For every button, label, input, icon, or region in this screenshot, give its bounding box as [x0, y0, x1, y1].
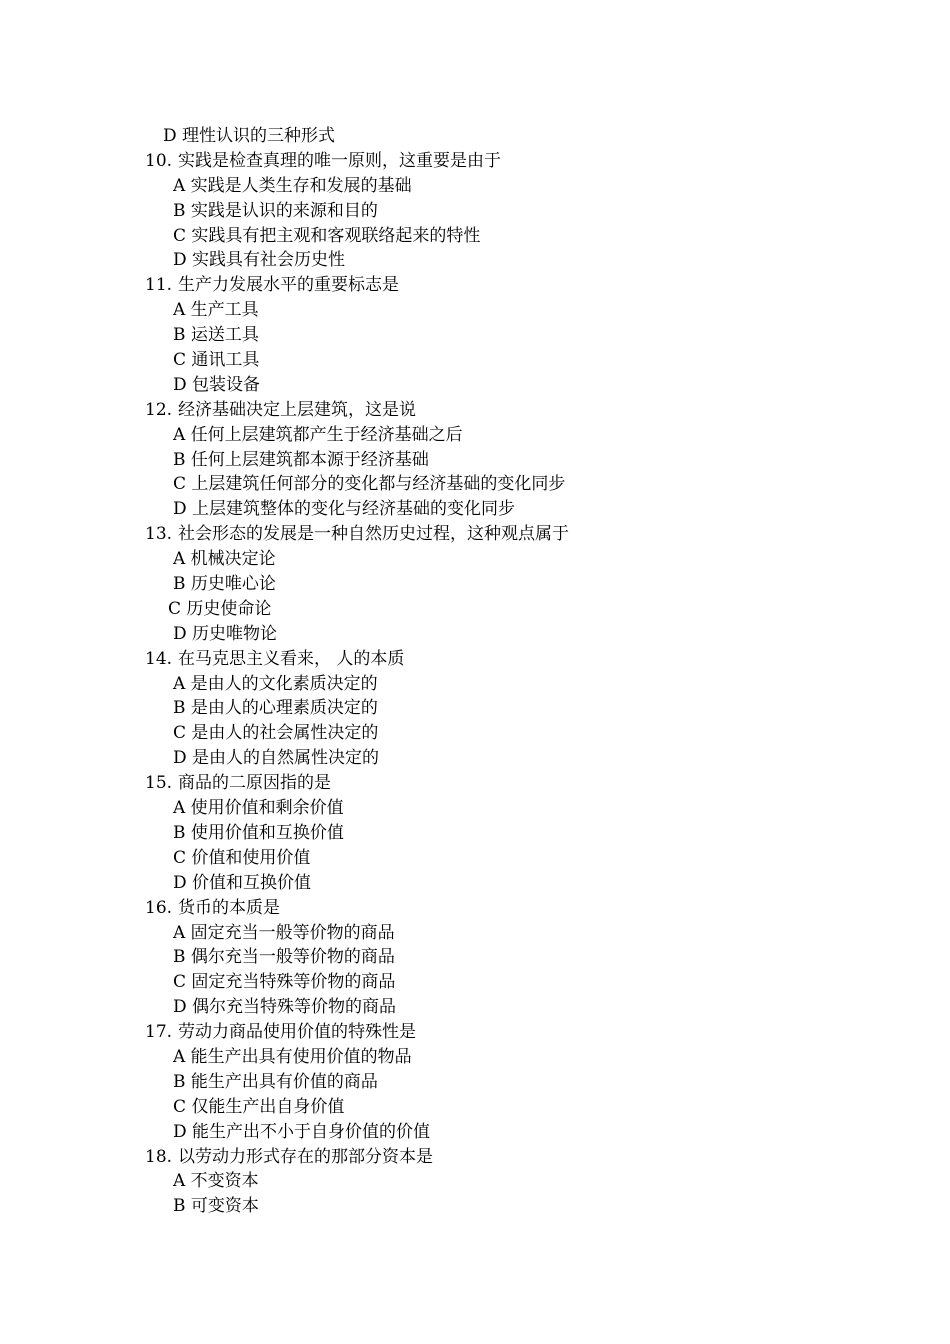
option-line: A 生产工具	[173, 300, 259, 321]
option-line: B 运送工具	[173, 325, 259, 346]
question-text: 在马克思主义看来， 人的本质	[178, 648, 405, 669]
option-line: D 理性认识的三种形式	[163, 126, 336, 146]
question-number: 10.	[145, 150, 173, 171]
question-line	[145, 149, 845, 174]
option-line: C 通讯工具	[173, 350, 260, 371]
question-text: 社会形态的发展是一种自然历史过程，这种观点属于	[178, 524, 569, 545]
option-line: B 实践是认识的来源和目的	[173, 200, 378, 221]
question-number: 17.	[145, 1022, 173, 1043]
option-line: B 能生产出具有价值的商品	[173, 1071, 378, 1092]
question-text: 生产力发展水平的重要标志是	[178, 275, 399, 296]
option-line: B 历史唯心论	[173, 574, 276, 595]
option-line: A 固定充当一般等价物的商品	[173, 922, 395, 943]
question-line	[145, 522, 845, 547]
option-line: C 固定充当特殊等价物的商品	[173, 972, 396, 993]
option-line: C 历史使命论	[168, 598, 272, 619]
option-line: A 机械决定论	[173, 549, 276, 570]
option-line: A 是由人的文化素质决定的	[173, 673, 378, 694]
option-line: D 包装设备	[173, 374, 261, 395]
option-line: C 仅能生产出自身价值	[173, 1096, 345, 1117]
question-line	[145, 771, 845, 796]
question-text: 经济基础决定上层建筑，这是说	[178, 399, 416, 420]
question-number: 13.	[145, 524, 173, 545]
option-line: D 能生产出不小于自身价值的价值	[173, 1121, 431, 1142]
question-text: 劳动力商品使用价值的特殊性是	[178, 1022, 416, 1043]
question-line	[145, 896, 845, 921]
question-text: 实践是检查真理的唯一原则，这重要是由于	[178, 150, 501, 171]
option-line: D 历史唯物论	[173, 623, 278, 644]
option-line: C 是由人的社会属性决定的	[173, 723, 379, 744]
option-line: D 实践具有社会历史性	[173, 250, 346, 271]
question-line	[145, 273, 845, 298]
question-line	[145, 1145, 845, 1170]
question-number: 18.	[145, 1146, 173, 1167]
question-number: 11.	[145, 275, 173, 296]
option-line: A 能生产出具有使用价值的物品	[173, 1046, 412, 1067]
question-line	[145, 398, 845, 423]
option-line: B 是由人的心理素质决定的	[173, 698, 378, 719]
question-line	[145, 1020, 845, 1045]
question-number: 16.	[145, 897, 173, 918]
option-line: A 实践是人类生存和发展的基础	[173, 175, 412, 196]
option-line: A 不变资本	[173, 1171, 259, 1192]
option-line: B 使用价值和互换价值	[173, 822, 344, 843]
question-number: 12.	[145, 399, 173, 420]
option-line: C 实践具有把主观和客观联络起来的特性	[173, 225, 481, 246]
question-text: 以劳动力形式存在的那部分资本是	[178, 1146, 433, 1167]
option-line: C 价值和使用价值	[173, 847, 311, 868]
option-line: D 是由人的自然属性决定的	[173, 748, 380, 769]
option-line: D 上层建筑整体的变化与经济基础的变化同步	[173, 499, 516, 520]
question-number: 15.	[145, 773, 173, 794]
question-text: 商品的二原因指的是	[178, 773, 331, 794]
option-line: D 偶尔充当特殊等价物的商品	[173, 997, 397, 1018]
question-line	[145, 647, 845, 672]
option-line: B 任何上层建筑都本源于经济基础	[173, 449, 429, 470]
option-line: B 可变资本	[173, 1196, 259, 1217]
question-number: 14.	[145, 648, 173, 669]
option-line: B 偶尔充当一般等价物的商品	[173, 947, 395, 968]
question-text: 货币的本质是	[178, 897, 280, 918]
option-line: A 任何上层建筑都产生于经济基础之后	[173, 424, 463, 445]
option-line: C 上层建筑任何部分的变化都与经济基础的变化同步	[173, 474, 566, 495]
option-line: D 价值和互换价值	[173, 872, 312, 893]
option-line: A 使用价值和剩余价值	[173, 798, 344, 819]
question-list	[145, 124, 845, 1219]
